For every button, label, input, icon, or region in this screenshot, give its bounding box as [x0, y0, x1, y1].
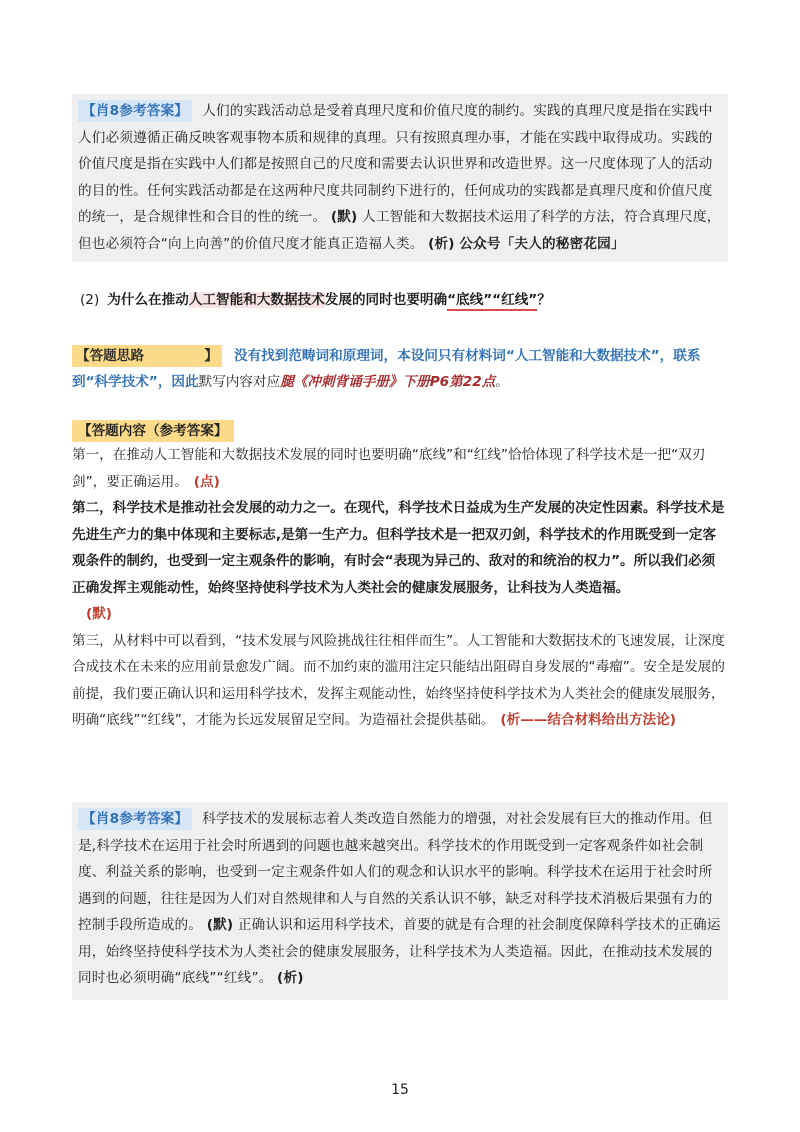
- answer-paragraph-3: 第三，从材料中可以看到，“技术发展与风险挑战往往相伴而生”。人工智能和大数据技术的飞速发展，让深度合成技术在未来的应用前景愈发广阔。而不加约束的滥用注定只能结出阻碍自身发展的“毒瘤”。安全是发展的前提，我们要正确认识和运用科学技术，发挥主观能动性，始终坚持使科学技术为人类社会的健康发展服务，明确“底线”“红线”，才能为长远发展留足空间。为造福社会提供基础。 (析——结合材料给出方法论): [72, 632, 725, 728]
- question-text-part1: 为什么在推动: [107, 292, 189, 308]
- reference-answer-tag: 【肖8参考答案】: [78, 100, 192, 122]
- mo-marker: (默): [330, 209, 358, 225]
- mo-marker-3: (默): [206, 917, 234, 933]
- mo-marker-2: (默): [86, 606, 113, 622]
- underlined-keywords: “底线”“红线”: [447, 292, 537, 311]
- highlighted-material-term: 人工智能和大数据技术: [188, 292, 325, 308]
- answer-thinking-section: [72, 343, 728, 395]
- reference-answer-text-3: 科学技术的发展标志着人类改造自然能力的增强，对社会发展有巨大的推动作用。但是,科学技术在运用于社会时所遇到的问题也越来越突出。科学技术的作用既受到一定客观条件如社会制度、利益关系的影响，也受到一定主观条件如人们的观念和认识水平的影响。科学技术在运用于社会时所遇到的问题，往往是因为人们对自然规律和人与自然的关系认识不够，缺乏对科学技术消极后果强有力的控制手段所造成的。: [78, 811, 713, 933]
- thinking-end: 。: [495, 374, 509, 390]
- reference-answer-text-4: 正确认识和运用科学技术，首要的就是有合理的社会制度保障科学技术的正确运用，始终坚持使科学技术为人类社会的健康发展服务，让科学技术为人类造福。因此，在推动技术发展的同时也必须明确“底线”“红线”。: [78, 917, 721, 986]
- answer-paragraph-1: 第一，在推动人工智能和大数据技术发展的同时也要明确“底线”和“红线”恰恰体现了科学技术是一把“双刃剑”，要正确运用。 (点): [72, 447, 706, 490]
- xi-method-marker: (析——结合材料给出方法论): [500, 712, 676, 728]
- dian-marker: (点): [193, 473, 220, 490]
- question-number: (2): [80, 292, 100, 308]
- xi-marker: (析): [428, 235, 455, 252]
- answer-content-body: [72, 442, 728, 734]
- question-end: ？: [537, 292, 551, 308]
- question-text-part2: 发展的同时也要明确: [324, 292, 448, 308]
- reference-answer-text: 人们的实践活动总是受着真理尺度和价值尺度的制约。实践的真理尺度是指在实践中人们必须遵循正确反映客观事物本质和规律的真理。只有按照真理办事，才能在实践中取得成功。实践的价值尺度是指在实践中人们都是按照自己的尺度和需要去认识世界和改造世界。这一尺度体现了人的活动的目的性。任何实践活动都是在这两种尺度共同制约下进行的，任何成功的实践都是真理尺度和价值尺度的统一，是合规律性和合目的性的统一。: [78, 103, 713, 225]
- thinking-tag: 【答题思路 】: [72, 345, 222, 367]
- source-note: 公众号「夫人的秘密花园」: [459, 235, 625, 252]
- reference-answer-block-1: [72, 94, 728, 262]
- thinking-text-2: 默写内容对应: [198, 374, 281, 390]
- reference-answer-block-2: [72, 802, 728, 1000]
- page-number: 15: [391, 1082, 409, 1098]
- answer-paragraph-2: 第二，科学技术是推动社会发展的动力之一。在现代，科学技术日益成为生产发展的决定性因素。科学技术是先进生产力的集中体现和主要标志,是第一生产力。但科学技术是一把双刃剑，科学技术的作用既受到一定客观条件的制约，也受到一定主观条件的影响，有时会“表现为异己的、敌对的和统治的权力”。所以我们必须正确发挥主观能动性，始终坚持使科学技术为人类社会的健康发展服务，让科技为人类造福。 (默): [72, 500, 725, 622]
- reference-answer-text-2: 人工智能和大数据技术运用了科学的方法，符合真理尺度，但也必须符合“向上向善”的价值尺度才能真正造福人类。: [78, 209, 721, 252]
- thinking-text: 没有找到范畴词和原理词，本设问只有材料词“人工智能和大数据技术”，联系到“科学技术”，因此: [72, 348, 701, 390]
- handbook-reference: 腿《冲刺背诵手册》下册P6第22点: [280, 374, 496, 390]
- xi-marker-2: (析): [277, 970, 304, 986]
- answer-content-title: 【答题内容（参考答案】: [72, 420, 234, 442]
- reference-answer-tag-2: 【肖8参考答案】: [78, 808, 192, 830]
- question-2: [72, 287, 728, 313]
